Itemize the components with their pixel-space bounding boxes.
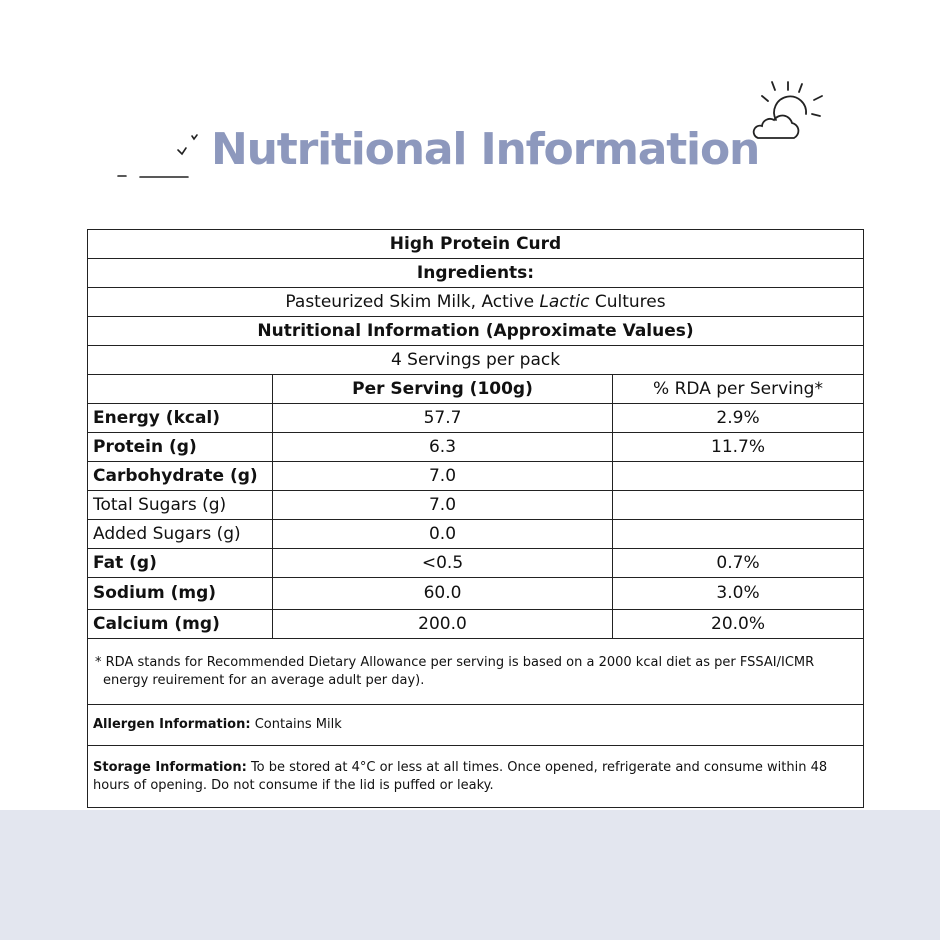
nutrient-label: Added Sugars (g) bbox=[88, 520, 273, 549]
rda-value bbox=[613, 491, 864, 520]
ingredients-suffix: Cultures bbox=[589, 291, 666, 312]
table-row bbox=[88, 317, 864, 346]
col-per-serving: Per Serving (100g) bbox=[273, 375, 613, 404]
per-serving-value: 6.3 bbox=[273, 433, 613, 462]
product-name: High Protein Curd bbox=[88, 230, 864, 259]
table-header-row bbox=[88, 375, 864, 404]
per-serving-value: <0.5 bbox=[273, 549, 613, 578]
rda-value bbox=[613, 462, 864, 491]
ingredients-text bbox=[88, 288, 864, 317]
table-row bbox=[88, 346, 864, 375]
ingredients-prefix: Pasteurized Skim Milk, Active bbox=[285, 291, 540, 312]
rda-value: 2.9% bbox=[613, 404, 864, 433]
nutrient-label: Energy (kcal) bbox=[88, 404, 273, 433]
allergen-cell bbox=[88, 705, 864, 746]
table-row bbox=[88, 288, 864, 317]
table-row bbox=[88, 491, 864, 520]
rda-value bbox=[613, 520, 864, 549]
nutrient-label: Total Sugars (g) bbox=[88, 491, 273, 520]
table-row bbox=[88, 404, 864, 433]
rda-value: 20.0% bbox=[613, 610, 864, 639]
nutrient-label: Calcium (mg) bbox=[88, 610, 273, 639]
nutrient-label: Sodium (mg) bbox=[88, 578, 273, 610]
nutrient-label: Fat (g) bbox=[88, 549, 273, 578]
table-row bbox=[88, 746, 864, 808]
ingredients-italic: Lactic bbox=[539, 291, 590, 312]
table-row bbox=[88, 639, 864, 705]
per-serving-value: 60.0 bbox=[273, 578, 613, 610]
table-row bbox=[88, 610, 864, 639]
per-serving-value: 0.0 bbox=[273, 520, 613, 549]
table-row bbox=[88, 705, 864, 746]
storage-text: To be stored at 4°C or less at all times. Once opened, refrigerate and consume within 48 hours of opening. Do not consume if the lid is puffed or leaky. bbox=[93, 759, 828, 793]
servings-text: 4 Servings per pack bbox=[88, 346, 864, 375]
col-rda: % RDA per Serving* bbox=[613, 375, 864, 404]
table-row bbox=[88, 578, 864, 610]
nutrition-heading: Nutritional Information (Approximate Values) bbox=[88, 317, 864, 346]
birds-doodle-icon bbox=[112, 128, 202, 180]
ingredients-label: Ingredients: bbox=[88, 259, 864, 288]
allergen-label: Allergen Information: bbox=[93, 717, 251, 733]
table-row bbox=[88, 433, 864, 462]
nutrition-table bbox=[87, 229, 864, 808]
per-serving-value: 7.0 bbox=[273, 491, 613, 520]
rda-value: 0.7% bbox=[613, 549, 864, 578]
per-serving-value: 57.7 bbox=[273, 404, 613, 433]
table-row bbox=[88, 462, 864, 491]
storage-cell bbox=[88, 746, 864, 808]
nutrient-label: Carbohydrate (g) bbox=[88, 462, 273, 491]
rda-note: * RDA stands for Recommended Dietary Allowance per serving is based on a 2000 kcal diet as per FSSAI/ICMR energy reuirement for an average adult per day). bbox=[95, 654, 815, 688]
rda-note-cell bbox=[88, 639, 864, 705]
table-row bbox=[88, 259, 864, 288]
storage-label: Storage Information: bbox=[93, 759, 247, 775]
sun-cloud-icon bbox=[748, 76, 832, 146]
bottom-band bbox=[0, 810, 940, 940]
table-row bbox=[88, 520, 864, 549]
header-empty bbox=[88, 375, 273, 404]
allergen-text: Contains Milk bbox=[250, 717, 342, 733]
table-row bbox=[88, 549, 864, 578]
per-serving-value: 7.0 bbox=[273, 462, 613, 491]
nutrient-label: Protein (g) bbox=[88, 433, 273, 462]
per-serving-value: 200.0 bbox=[273, 610, 613, 639]
page-title: Nutritional Information bbox=[211, 124, 760, 175]
table-row bbox=[88, 230, 864, 259]
rda-value: 3.0% bbox=[613, 578, 864, 610]
rda-value: 11.7% bbox=[613, 433, 864, 462]
